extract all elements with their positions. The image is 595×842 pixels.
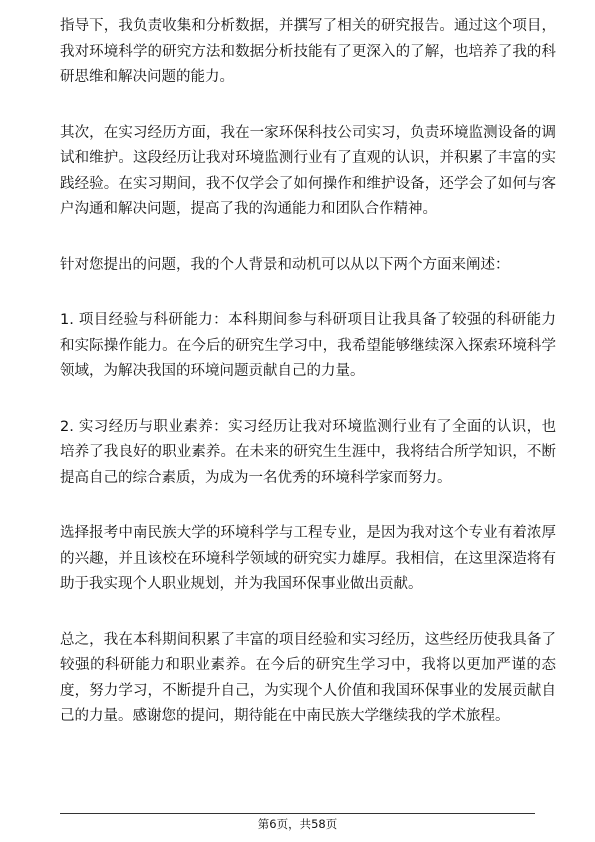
- paragraph-point-1: 1. 项目经验与科研能力：本科期间参与科研项目让我具备了较强的科研能力和实际操作能力。在今后的研究生学习中，我希望能够继续深入探索环境科学领域，为解决我国的环境问题贡献自己的力量。: [60, 312, 556, 379]
- document-body: [60, 14, 556, 760]
- paragraph-intro-motivation: 针对您提出的问题，我的个人背景和动机可以从以下两个方面来阐述：: [60, 256, 510, 273]
- footer-divider: [60, 813, 535, 814]
- paragraph-university-choice: 选择报考中南民族大学的环境科学与工程专业，是因为我对这个专业有着浓厚的兴趣，并且该校在环境科学领域的研究实力雄厚。我相信，在这里深造将有助于我实现个人职业规划，并为我国环保事业做出贡献。: [60, 525, 556, 592]
- paragraph-internship: 其次，在实习经历方面，我在一家环保科技公司实习，负责环境监测设备的调试和维护。这段经历让我对环境监测行业有了直观的认识，并积累了丰富的实践经验。在实习期间，我不仅学会了如何操作和维护设备，还学会了如何与客户沟通和解决问题，提高了我的沟通能力和团队合作精神。: [60, 124, 556, 217]
- paragraph-conclusion: 总之，我在本科期间积累了丰富的项目经验和实习经历，这些经历使我具备了较强的科研能力和职业素养。在今后的研究生学习中，我将以更加严谨的态度，努力学习，不断提升自己，为实现个人价值和我国环保事业的发展贡献自己的力量。感谢您的提问，期待能在中南民族大学继续我的学术旅程。: [60, 631, 556, 724]
- paragraph-project-summary: 指导下，我负责收集和分析数据，并撰写了相关的研究报告。通过这个项目，我对环境科学的研究方法和数据分析技能有了更深入的了解，也培养了我的科研思维和解决问题的能力。: [60, 18, 556, 85]
- paragraph-point-2: 2. 实习经历与职业素养：实习经历让我对环境监测行业有了全面的认识，也培养了我良好的职业素养。在未来的研究生生涯中，我将结合所学知识，不断提高自己的综合素质，为成为一名优秀的环境科学家而努力。: [60, 418, 556, 486]
- page-number: 第6页，共58页: [257, 817, 338, 831]
